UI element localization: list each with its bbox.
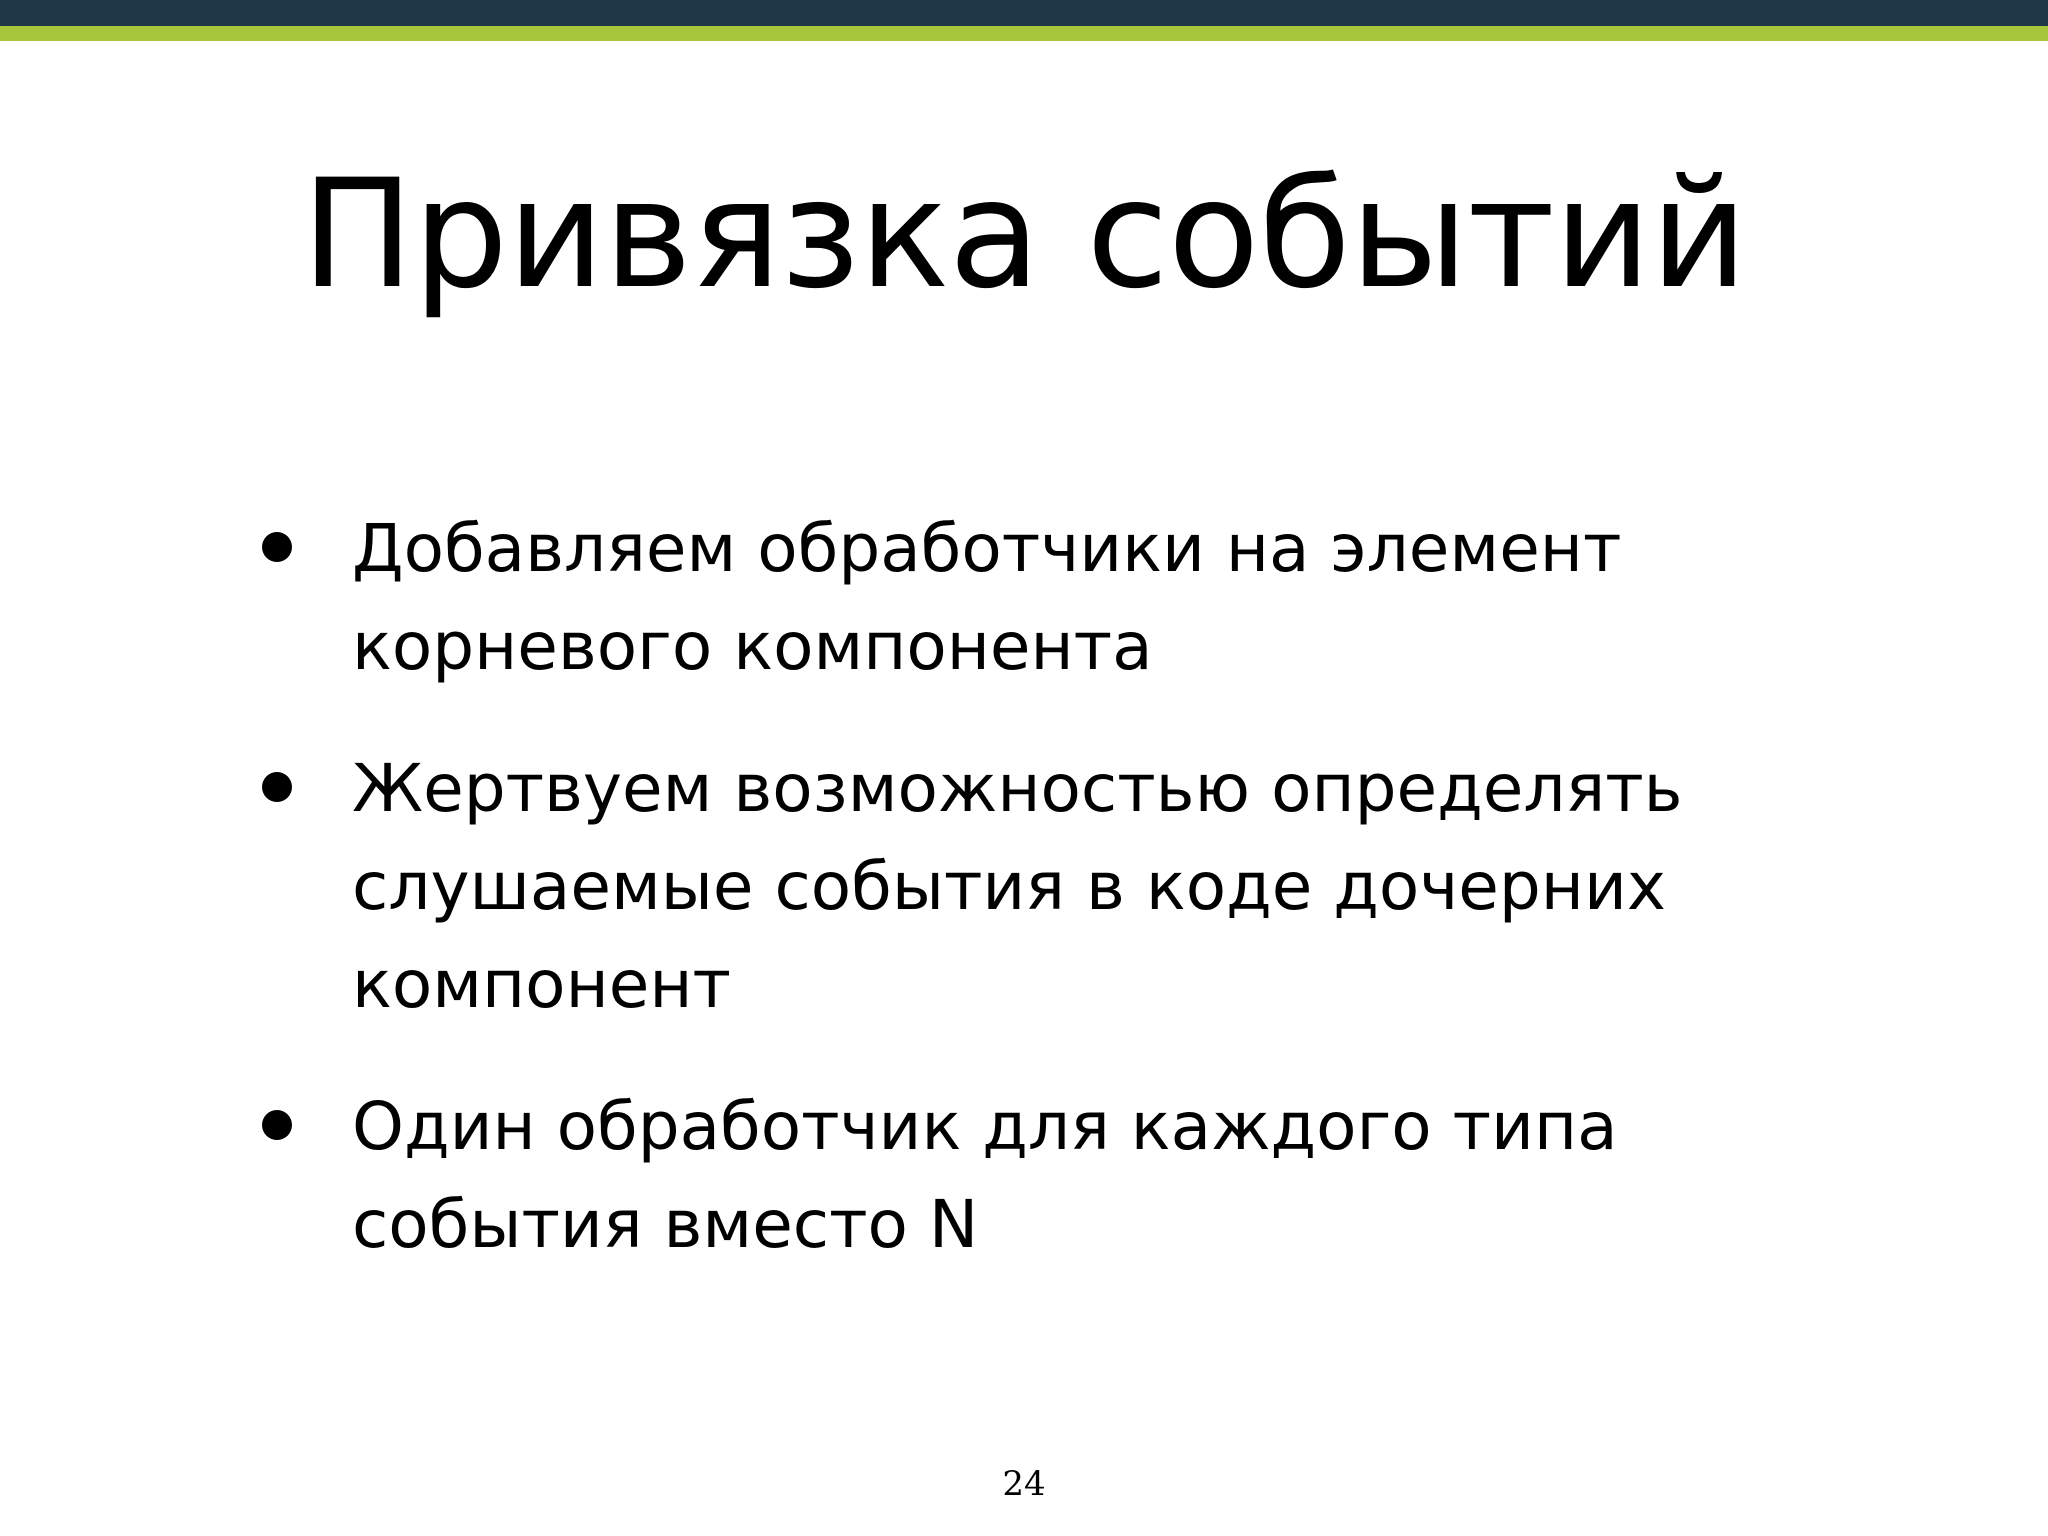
bullet-text: Жертвуем возможностью определять слушаемые события в коде дочерних компонент [352,750,1683,1023]
bullet-item [262,1078,1862,1274]
top-band-accent-stripe [0,26,2048,41]
bullet-list [262,500,1862,1274]
top-band-dark-stripe [0,0,2048,26]
bullet-item [262,740,1862,1034]
bullet-text: Добавляем обработчики на элемент корневого компонента [352,510,1622,685]
bullet-point-icon [262,772,292,802]
bullet-point-icon [262,532,292,562]
bullet-text: Один обработчик для каждого типа события вместо N [352,1088,1618,1263]
slide-title: Привязка событий [301,148,1747,322]
top-decorative-band [0,0,2048,42]
bullet-point-icon [262,1110,292,1140]
page-number: 24 [1002,1464,1046,1504]
bullet-item [262,500,1862,696]
